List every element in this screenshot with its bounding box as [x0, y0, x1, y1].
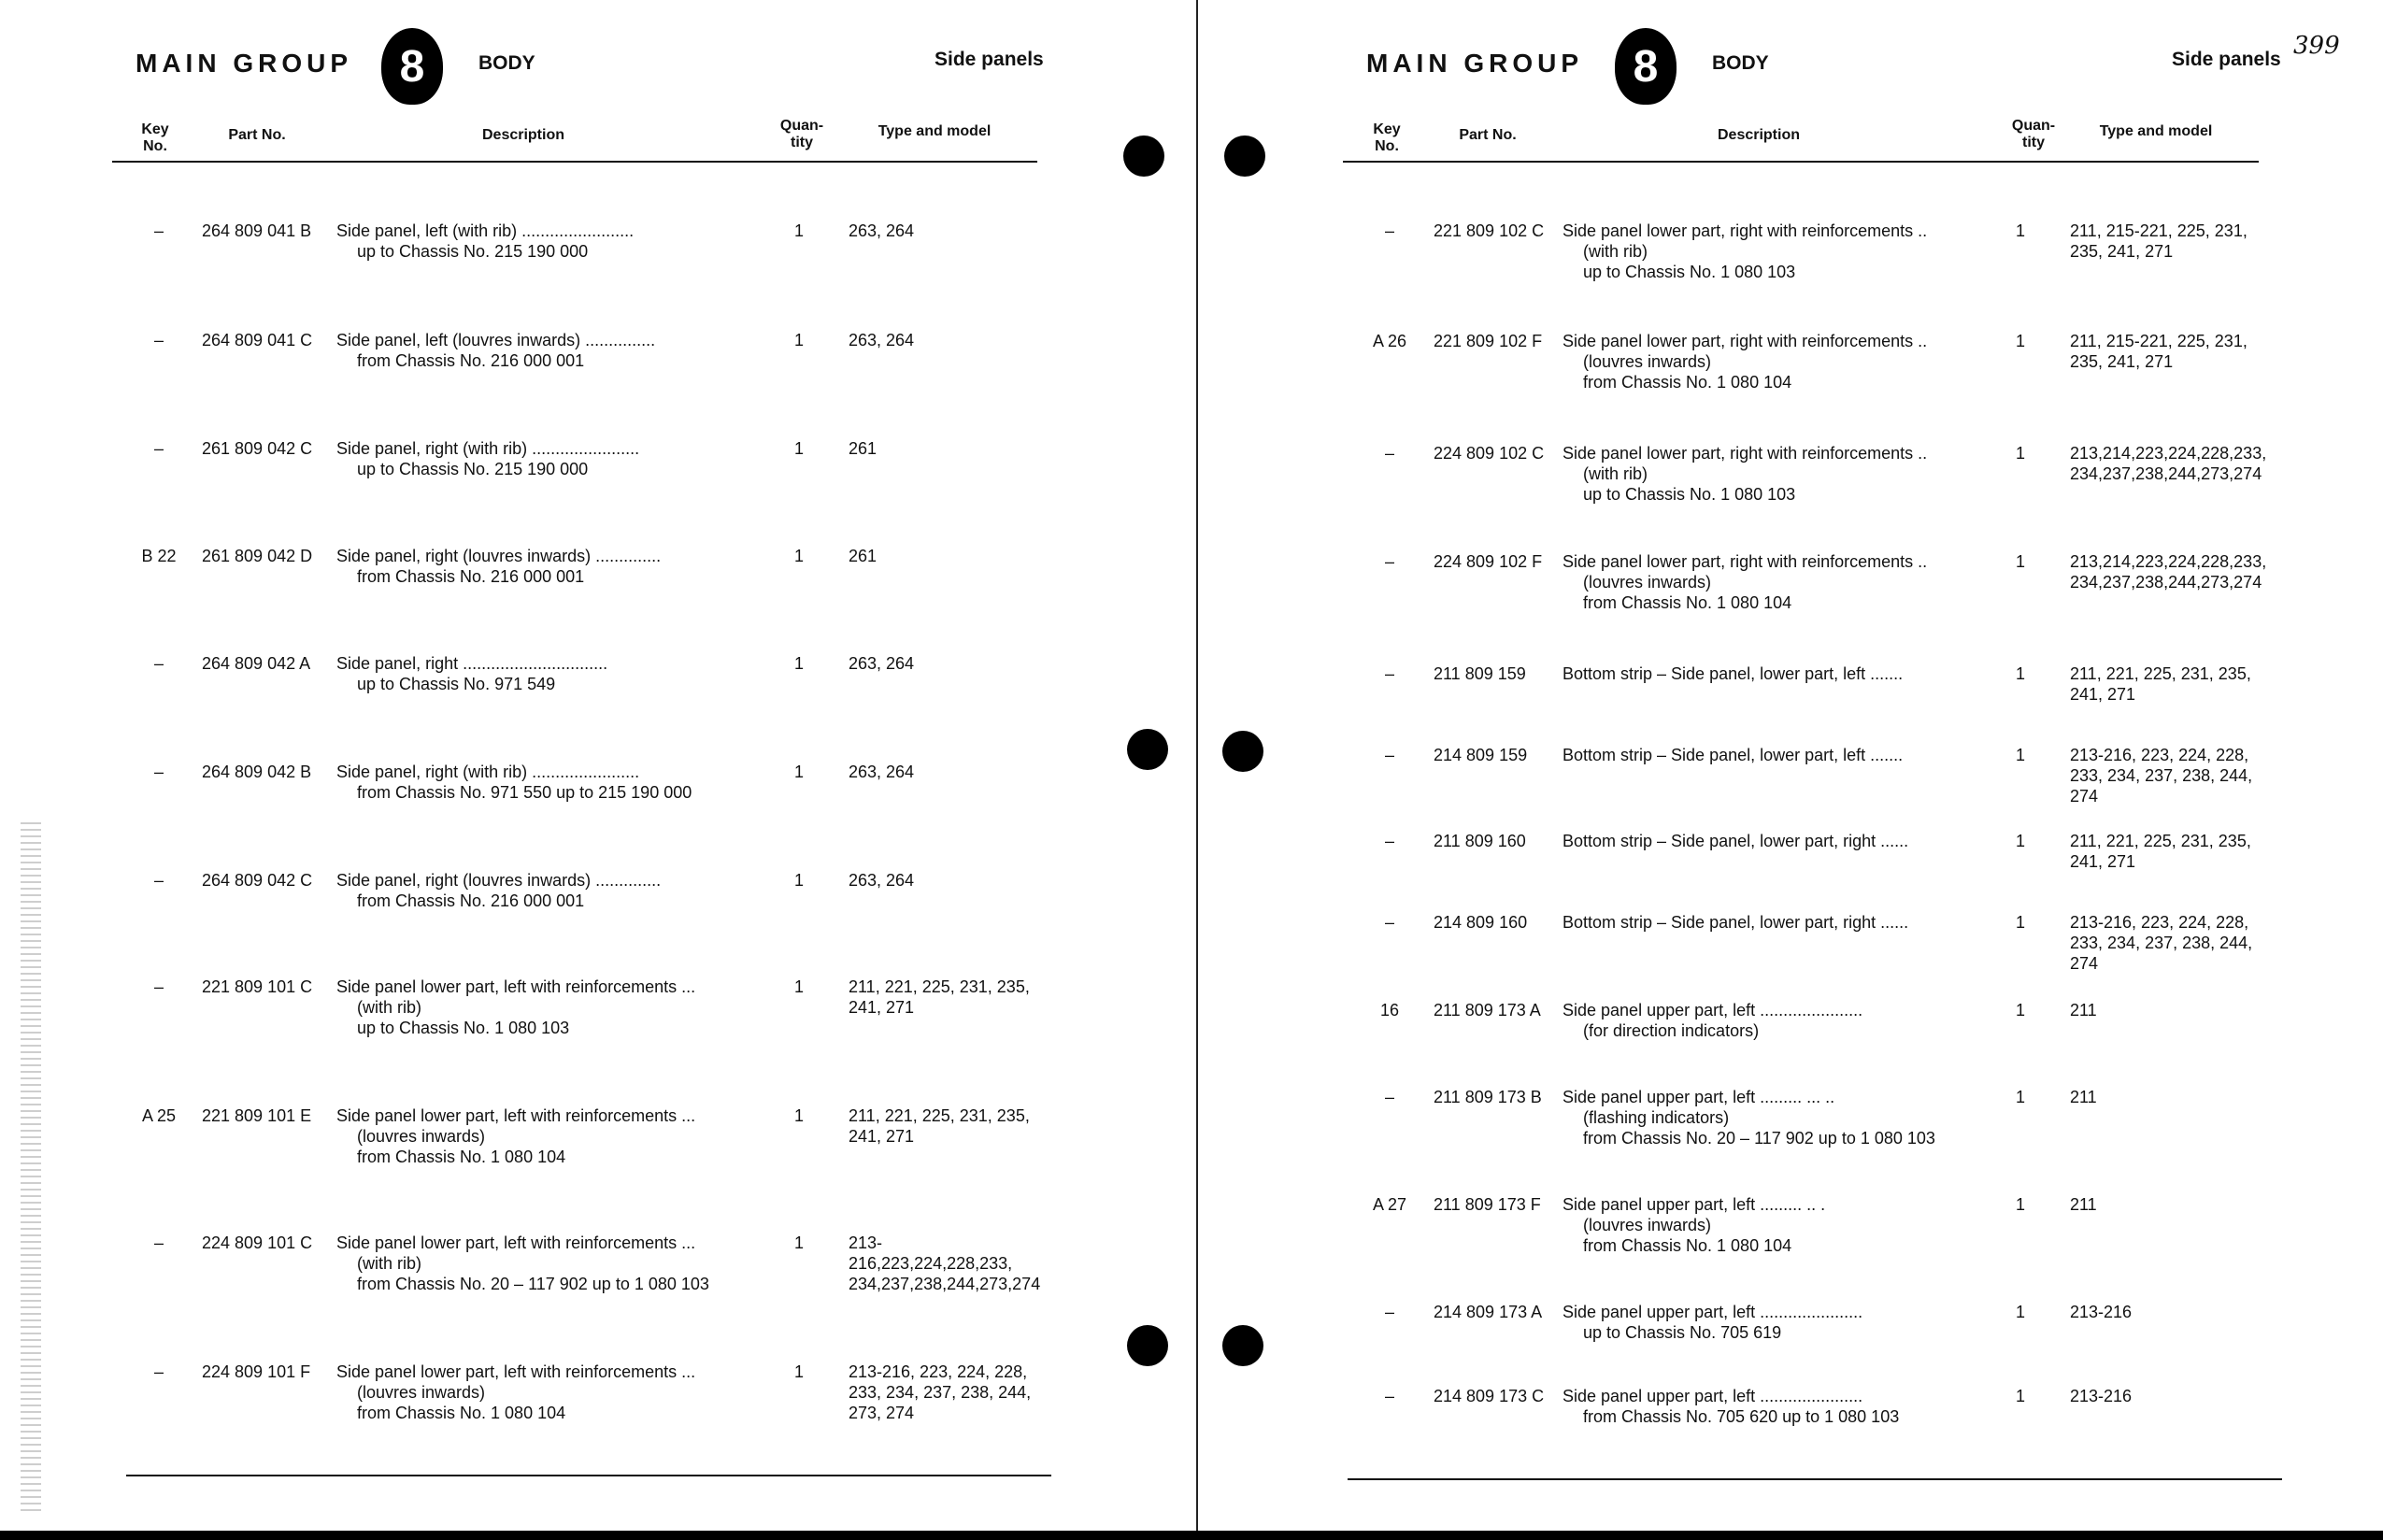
description-main: Side panel lower part, left with reinforcements ...	[336, 1362, 696, 1381]
quantity: 1	[2015, 1303, 2025, 1321]
quantity: 1	[2015, 1001, 2025, 1020]
description	[1563, 331, 1927, 392]
key-number: –	[1384, 1088, 1394, 1106]
key-number: –	[1384, 832, 1394, 850]
type-and-model: 211, 215-221, 225, 231, 235, 241, 271	[2070, 221, 2247, 261]
description	[336, 870, 661, 911]
description-main: Side panel, left (with rib) ........................	[336, 221, 635, 240]
type-and-model: 211	[2070, 1001, 2097, 1020]
description-main: Bottom strip – Side panel, lower part, left .......	[1563, 664, 1904, 683]
description-detail: up to Chassis No. 1 080 103	[1583, 263, 1796, 281]
binder-hole	[1127, 1325, 1168, 1366]
description-main: Side panel, right (with rib) .......................	[336, 763, 640, 781]
description	[1563, 663, 1903, 684]
description-detail: from Chassis No. 971 550 up to 215 190 000	[357, 783, 692, 802]
description	[1563, 912, 1908, 933]
page-mark: 399	[2293, 32, 2340, 60]
type-and-model: 211, 221, 225, 231, 235, 241, 271	[849, 977, 1030, 1017]
column-header-description: Description	[1717, 127, 1800, 143]
type-and-model: 263, 264	[849, 763, 915, 781]
type-and-model: 213-216, 223, 224, 228, 233, 234, 237, 238, 244, 274	[2070, 913, 2253, 973]
part-number: 221 809 101 C	[202, 977, 313, 996]
header-rule	[112, 161, 1037, 163]
key-number: –	[1384, 746, 1394, 764]
description-main: Side panel lower part, left with reinforcements ...	[336, 1233, 696, 1252]
column-header-quantity: Quan- tity	[779, 118, 824, 150]
column-header-key: Key No.	[1373, 121, 1401, 154]
binder-hole	[1224, 135, 1265, 177]
part-number: 211 809 173 B	[1434, 1088, 1542, 1106]
section-title: Side panels	[935, 49, 1044, 70]
description-main: Side panel upper part, left ......... ... ..	[1563, 1088, 1835, 1106]
column-header-description: Description	[481, 127, 564, 143]
part-number: 221 809 102 C	[1434, 221, 1545, 240]
key-number: –	[1384, 664, 1394, 683]
part-number: 264 809 042 A	[202, 654, 311, 673]
footer-rule	[126, 1475, 1051, 1476]
key-number: –	[1384, 913, 1394, 932]
main-group-heading: MAIN GROUP	[136, 49, 352, 78]
quantity: 1	[793, 977, 804, 996]
description-detail: from Chassis No. 216 000 001	[357, 351, 585, 370]
key-number: 16	[1379, 1001, 1400, 1020]
type-and-model: 261	[849, 547, 878, 565]
type-and-model: 213-216,223,224,228,233, 234,237,238,244,273,274	[849, 1233, 1041, 1293]
quantity: 1	[2015, 1387, 2025, 1405]
key-number: A 27	[1372, 1195, 1407, 1214]
description	[1563, 1302, 1862, 1343]
type-and-model: 211, 221, 225, 231, 235, 241, 271	[2070, 664, 2251, 704]
key-number: A 26	[1372, 332, 1407, 350]
description-detail: from Chassis No. 20 – 117 902 up to 1 080 103	[1583, 1129, 1935, 1148]
description-detail: from Chassis No. 1 080 104	[1583, 1236, 1792, 1255]
part-number: 221 809 102 F	[1434, 332, 1543, 350]
description-detail: up to Chassis No. 705 619	[1583, 1323, 1782, 1342]
description	[336, 330, 655, 371]
quantity: 1	[793, 763, 804, 781]
group-name: BODY	[1712, 52, 1769, 74]
key-number: –	[153, 871, 164, 890]
type-and-model: 213-216	[2070, 1387, 2133, 1405]
description	[336, 546, 661, 587]
quantity: 1	[2015, 832, 2025, 850]
description-main: Side panel lower part, left with reinforcements ...	[336, 1106, 696, 1125]
description-main: Bottom strip – Side panel, lower part, right ......	[1563, 913, 1909, 932]
part-number: 224 809 101 F	[202, 1362, 311, 1381]
description-detail: up to Chassis No. 1 080 103	[357, 1019, 570, 1037]
part-number: 214 809 159	[1434, 746, 1528, 764]
header-rule	[1343, 161, 2259, 163]
description	[1563, 745, 1903, 765]
description-main: Side panel upper part, left ......................	[1563, 1303, 1863, 1321]
part-number: 211 809 173 A	[1434, 1001, 1541, 1020]
type-and-model: 263, 264	[849, 654, 915, 673]
quantity: 1	[793, 871, 804, 890]
part-number: 264 809 041 B	[202, 221, 312, 240]
description	[336, 1233, 709, 1294]
quantity: 1	[793, 654, 804, 673]
binder-hole	[1222, 731, 1263, 772]
description-main: Side panel, right ...............................	[336, 654, 608, 673]
key-number: –	[153, 1233, 164, 1252]
description-detail: up to Chassis No. 215 190 000	[357, 460, 589, 478]
binder-hole	[1123, 135, 1164, 177]
type-and-model: 213-216	[2070, 1303, 2133, 1321]
quantity: 1	[2015, 221, 2025, 240]
description	[336, 1105, 695, 1167]
description-detail: up to Chassis No. 1 080 103	[1583, 485, 1796, 504]
description	[336, 1362, 695, 1423]
binder-hole	[1222, 1325, 1263, 1366]
description	[1563, 443, 1927, 505]
part-number: 211 809 159	[1434, 664, 1526, 683]
type-and-model: 263, 264	[849, 221, 915, 240]
type-and-model: 213,214,223,224,228,233, 234,237,238,244,273,274	[2070, 444, 2267, 483]
scan-noise	[21, 822, 41, 1514]
description	[1563, 1000, 1862, 1041]
description	[1563, 1087, 1935, 1148]
part-number: 224 809 101 C	[202, 1233, 313, 1252]
description	[336, 221, 634, 262]
column-header-part: Part No.	[1459, 127, 1517, 143]
key-number: –	[153, 654, 164, 673]
description-main: Side panel lower part, right with reinforcements ..	[1563, 221, 1928, 240]
description-main: Side panel, left (louvres inwards) ...............	[336, 331, 656, 349]
description-main: Side panel lower part, right with reinforcements ..	[1563, 332, 1928, 350]
description	[336, 653, 607, 694]
description-main: Side panel lower part, right with reinforcements ..	[1563, 444, 1928, 463]
column-header-quantity: Quan- tity	[2011, 118, 2056, 150]
key-number: –	[1384, 1303, 1394, 1321]
group-name: BODY	[478, 52, 535, 74]
part-number: 264 809 042 B	[202, 763, 312, 781]
description-detail: from Chassis No. 20 – 117 902 up to 1 080 103	[357, 1275, 709, 1293]
description-detail: from Chassis No. 1 080 104	[357, 1404, 566, 1422]
type-and-model: 211	[2070, 1195, 2097, 1214]
right-page	[1198, 0, 2383, 1533]
type-and-model: 213,214,223,224,228,233, 234,237,238,244,273,274	[2070, 552, 2267, 592]
type-and-model: 213-216, 223, 224, 228, 233, 234, 237, 238, 244, 273, 274	[849, 1362, 1032, 1422]
description-detail: from Chassis No. 216 000 001	[357, 891, 585, 910]
column-header-key: Key No.	[141, 121, 169, 154]
part-number: 214 809 173 A	[1434, 1303, 1543, 1321]
description-main: Side panel lower part, right with reinforcements ..	[1563, 552, 1928, 571]
description-detail: (with rib)	[357, 998, 422, 1017]
part-number: 224 809 102 C	[1434, 444, 1545, 463]
description-main: Side panel, right (with rib) .......................	[336, 439, 640, 458]
key-number: –	[1384, 552, 1394, 571]
description-detail: (flashing indicators)	[1583, 1108, 1730, 1127]
quantity: 1	[2015, 1195, 2025, 1214]
key-number: –	[153, 439, 164, 458]
key-number: –	[153, 977, 164, 996]
quantity: 1	[2015, 664, 2025, 683]
description-detail: (louvres inwards)	[357, 1383, 486, 1402]
quantity: 1	[793, 221, 804, 240]
quantity: 1	[793, 439, 804, 458]
description-detail: (with rib)	[357, 1254, 422, 1273]
description-detail: (for direction indicators)	[1583, 1021, 1760, 1040]
column-header-part: Part No.	[228, 127, 286, 143]
column-header-type: Type and model	[2099, 123, 2213, 139]
description-detail: from Chassis No. 705 620 up to 1 080 103	[1583, 1407, 1900, 1426]
part-number: 264 809 041 C	[202, 331, 313, 349]
part-number: 261 809 042 C	[202, 439, 313, 458]
key-number: –	[1384, 444, 1394, 463]
type-and-model: 263, 264	[849, 871, 915, 890]
key-number: –	[1384, 221, 1394, 240]
description-main: Side panel upper part, left ......................	[1563, 1387, 1863, 1405]
description	[1563, 1386, 1899, 1427]
description-detail: from Chassis No. 216 000 001	[357, 567, 585, 586]
part-number: 224 809 102 F	[1434, 552, 1543, 571]
key-number: –	[1384, 1387, 1394, 1405]
type-and-model: 211	[2070, 1088, 2097, 1106]
description-detail: (louvres inwards)	[1583, 1216, 1712, 1234]
description-detail: from Chassis No. 1 080 104	[1583, 593, 1792, 612]
description-detail: (louvres inwards)	[1583, 352, 1712, 371]
key-number: A 25	[141, 1106, 177, 1125]
key-number: –	[153, 221, 164, 240]
type-and-model: 211, 215-221, 225, 231, 235, 241, 271	[2070, 332, 2247, 371]
description-main: Side panel upper part, left ......... .. .	[1563, 1195, 1826, 1214]
part-number: 221 809 101 E	[202, 1106, 312, 1125]
description-detail: (louvres inwards)	[1583, 573, 1712, 592]
description	[1563, 831, 1908, 851]
type-and-model: 263, 264	[849, 331, 915, 349]
quantity: 1	[793, 1233, 804, 1252]
group-number-badge: 8	[1615, 28, 1677, 105]
part-number: 211 809 173 F	[1434, 1195, 1541, 1214]
description-detail: (louvres inwards)	[357, 1127, 486, 1146]
description	[336, 438, 639, 479]
part-number: 264 809 042 C	[202, 871, 313, 890]
description-detail: from Chassis No. 1 080 104	[357, 1148, 566, 1166]
quantity: 1	[2015, 444, 2025, 463]
key-number: –	[153, 1362, 164, 1381]
key-number: –	[153, 763, 164, 781]
type-and-model: 213-216, 223, 224, 228, 233, 234, 237, 238, 244, 274	[2070, 746, 2253, 806]
description	[336, 977, 695, 1038]
description-main: Side panel, right (louvres inwards) ..............	[336, 871, 662, 890]
quantity: 1	[2015, 1088, 2025, 1106]
description-main: Side panel, right (louvres inwards) ..............	[336, 547, 662, 565]
quantity: 1	[793, 1362, 804, 1381]
group-number-badge: 8	[381, 28, 443, 105]
footer-rule	[1348, 1478, 2282, 1480]
description	[1563, 551, 1927, 613]
description-detail: (with rib)	[1583, 242, 1648, 261]
description-main: Side panel lower part, left with reinforcements ...	[336, 977, 696, 996]
description-detail: from Chassis No. 1 080 104	[1583, 373, 1792, 392]
type-and-model: 211, 221, 225, 231, 235, 241, 271	[849, 1106, 1030, 1146]
part-number: 211 809 160	[1434, 832, 1526, 850]
description	[1563, 221, 1927, 282]
quantity: 1	[793, 331, 804, 349]
quantity: 1	[2015, 913, 2025, 932]
description	[1563, 1194, 1825, 1256]
part-number: 214 809 160	[1434, 913, 1528, 932]
description-main: Side panel upper part, left ......................	[1563, 1001, 1863, 1020]
section-title: Side panels	[2172, 49, 2281, 70]
binder-hole	[1127, 729, 1168, 770]
quantity: 1	[2015, 332, 2025, 350]
column-header-type: Type and model	[878, 123, 992, 139]
quantity: 1	[793, 547, 804, 565]
key-number: –	[153, 331, 164, 349]
main-group-heading: MAIN GROUP	[1366, 49, 1583, 78]
description	[336, 762, 692, 803]
part-number: 261 809 042 D	[202, 547, 313, 565]
description-detail: (with rib)	[1583, 464, 1648, 483]
quantity: 1	[2015, 746, 2025, 764]
description-detail: up to Chassis No. 971 549	[357, 675, 556, 693]
part-number: 214 809 173 C	[1434, 1387, 1545, 1405]
description-main: Bottom strip – Side panel, lower part, left .......	[1563, 746, 1904, 764]
quantity: 1	[2015, 552, 2025, 571]
key-number: B 22	[141, 547, 177, 565]
description-detail: up to Chassis No. 215 190 000	[357, 242, 589, 261]
type-and-model: 261	[849, 439, 878, 458]
quantity: 1	[793, 1106, 804, 1125]
description-main: Bottom strip – Side panel, lower part, right ......	[1563, 832, 1909, 850]
left-page	[0, 0, 1196, 1533]
type-and-model: 211, 221, 225, 231, 235, 241, 271	[2070, 832, 2251, 871]
scan-bottom-edge	[0, 1531, 2383, 1540]
